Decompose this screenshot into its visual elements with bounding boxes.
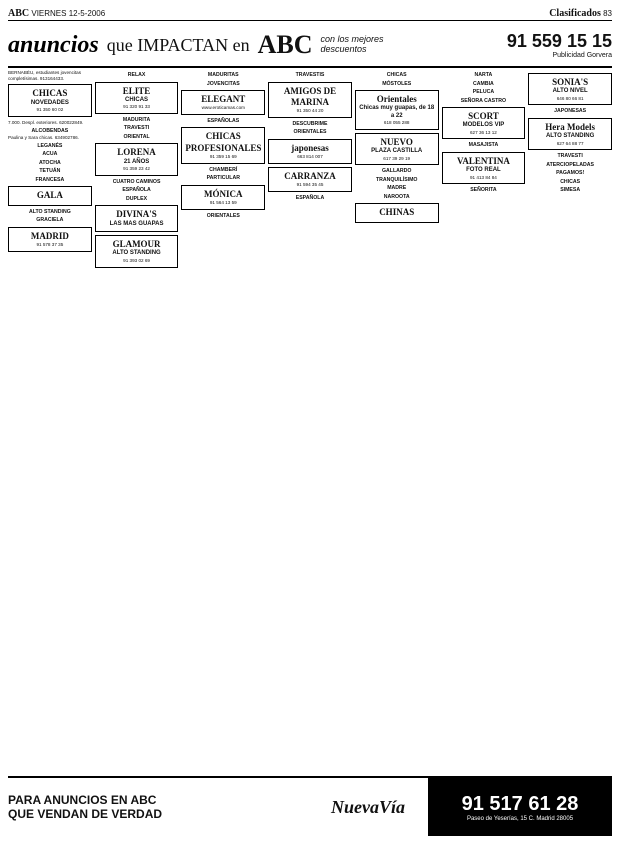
bottom-slogan (8, 793, 308, 822)
display-ad-mid: Chicas muy guapas, de 18 a 22 (359, 105, 435, 119)
display-ad-small: 627 36 13 12 (470, 129, 497, 135)
display-ad-big: CHICAS PROFESIONALES (185, 131, 262, 153)
section-heading: SEÑORITA (470, 187, 497, 194)
display-ad-box (8, 227, 92, 252)
section-heading: TRAVESTIS (295, 72, 325, 78)
section-heading: MADRE (387, 185, 407, 192)
section-heading: ESPAÑOLA (122, 187, 151, 194)
display-ad-small: 91 594 35 45 (296, 181, 324, 187)
display-ad-box (95, 143, 179, 175)
masthead-phone: 91 559 15 15 (506, 31, 612, 51)
display-ad-box (528, 118, 612, 150)
display-ad-box (181, 185, 265, 210)
section-heading: NAROOTA (383, 193, 410, 200)
display-ad-big: DIVINA'S (116, 209, 157, 220)
bottom-phone: 91 517 61 28 (461, 792, 579, 815)
display-ad-small: 91 564 13 59 (209, 199, 237, 205)
display-ad-box (528, 73, 612, 105)
section-heading: ESPAÑOLAS (207, 117, 240, 124)
display-ad-box (8, 84, 92, 116)
display-ad-big: SCORT (468, 111, 499, 121)
column-4 (268, 70, 352, 770)
display-ad-small: 91 350 44 20 (296, 108, 324, 113)
display-ad-small: 646 80 66 81 (556, 95, 584, 101)
display-ad-box (181, 127, 265, 163)
section-heading: ATERCIOPELADAS (546, 161, 595, 168)
section-heading: ALCOBENDAS (31, 127, 69, 134)
section-heading: CHAMBERÍ (209, 166, 238, 173)
display-ad-mid: MODELOS VIP (462, 122, 505, 129)
section-heading: MÓSTOLES (382, 80, 412, 87)
section-heading: CUATRO CAMINOS (112, 178, 161, 185)
classified-columns (8, 70, 612, 770)
display-ad-box (95, 235, 179, 267)
display-ad-small: 91 320 91 33 (123, 104, 150, 110)
section-heading: ATOCHA (38, 159, 61, 166)
section-heading: ORIENTALES (206, 212, 240, 219)
display-ad-big: CHICAS (32, 88, 68, 99)
column-7 (528, 70, 612, 770)
display-ad-big: GLAMOUR (112, 239, 161, 250)
section-heading: ACUA (42, 151, 58, 158)
bottom-line2: QUE VENDAN DE VERDAD (8, 807, 163, 821)
display-ad-big: japonesas (291, 142, 329, 153)
section-heading: MASAJISTA (468, 142, 499, 149)
display-ad-big: ELITE (122, 85, 151, 96)
section-heading: TRANQUILÍSIMO (375, 176, 418, 183)
bottom-brand: NuevaVía (331, 796, 405, 817)
masthead-phone-sub: Publicidad Gorvera (552, 52, 612, 59)
section-heading: ORIENTALES (293, 129, 327, 136)
classified-ad: 7.000. Despl. exteriores. 620022849. (8, 119, 84, 125)
display-ad-box (355, 203, 439, 222)
section-heading: PAGAMOS! (556, 170, 585, 177)
section-heading: PARTICULAR (206, 175, 240, 182)
section-heading: DESCUBRIME (292, 120, 328, 127)
display-ad-box (8, 186, 92, 205)
section-heading: MADURITA (122, 116, 151, 123)
display-ad-small: 91 350 60 02 (36, 107, 64, 113)
display-ad-big: CHINAS (379, 207, 415, 218)
masthead-phone-block (507, 31, 612, 59)
display-ad-big: SONIA'S (552, 77, 589, 87)
column-2 (95, 70, 179, 770)
section-heading: MADURITAS (207, 72, 239, 78)
masthead-impactan: que IMPACTAN en (106, 34, 250, 55)
display-ad-big: Hera Models (545, 121, 596, 132)
display-ad-big: CARRANZA (284, 170, 336, 181)
section-heading: RELAX (127, 72, 146, 78)
display-ad-mid: LAS MAS GUAPAS (109, 220, 164, 227)
masthead-abc: ABC (257, 30, 313, 59)
section-heading: JOVENCITAS (206, 80, 240, 87)
section-heading: CAMBIA (473, 80, 494, 87)
section-heading: TETUÁN (39, 168, 61, 175)
column-6 (442, 70, 526, 770)
display-ad-small: 663 814 007 (297, 153, 323, 159)
display-ad-box (355, 90, 439, 130)
section-heading: SEÑORA CASTRO (460, 97, 507, 104)
display-ad-mid: ALTO NIVEL (552, 88, 588, 95)
display-ad-box (181, 90, 265, 115)
display-ad-box (95, 82, 179, 114)
section-heading: FRANCESA (35, 176, 65, 183)
display-ad-mid: 21 AÑOS (123, 158, 150, 165)
display-ad-big: Orientales (376, 94, 417, 104)
masthead-mejores: con los mejores descuentos (320, 34, 384, 54)
header-left: ABC VIERNES 12-5-2006 (8, 7, 106, 19)
display-ad-mid: ALTO STANDING (112, 250, 161, 257)
display-ad-big: MÓNICA (204, 188, 243, 199)
display-ad-box (442, 152, 526, 184)
page-header (8, 6, 612, 21)
section-heading: GRACIELA (36, 217, 64, 224)
section-heading: NARTA (474, 72, 493, 78)
masthead-banner (8, 24, 612, 68)
display-ad-big: ELEGANT (201, 94, 246, 104)
section-heading: DUPLEX (126, 195, 148, 202)
display-ad-big: MADRID (30, 230, 69, 241)
section-heading: PELUCA (472, 89, 495, 95)
section-heading: CHICAS (386, 72, 407, 78)
display-ad-mid: ALTO STANDING (545, 133, 595, 140)
display-ad-box (268, 139, 352, 164)
section-heading: ESPAÑOLA (295, 194, 325, 201)
display-ad-small: 618 055 288 (383, 120, 410, 126)
display-ad-box (268, 167, 352, 192)
display-ad-box (95, 205, 179, 232)
classified-ad: BERNABÉU, estudiantes jovencitas completísimas. 913164433. (8, 70, 82, 81)
display-ad-small: 627 64 88 77 (556, 140, 584, 146)
classified-ad: Paulina y Sara chicas. 634902786. (8, 135, 79, 141)
section-heading: TRAVESTI (557, 153, 583, 160)
display-ad-mid: NOVEDADES (30, 99, 69, 106)
display-ad-mid: CHICAS (125, 96, 149, 103)
header-right: Clasificados 83 (549, 7, 612, 19)
display-ad-small: 91 359 23 42 (123, 166, 150, 172)
section-heading: ALTO STANDING (28, 208, 71, 215)
section-heading: TRAVESTI (123, 125, 150, 132)
display-ad-small: 91 393 02 69 (123, 257, 150, 263)
display-ad-big: VALENTINA (456, 155, 510, 166)
display-ad-big: NUEVO (380, 136, 413, 147)
section-heading: JAPONESAS (554, 108, 587, 115)
bottom-address: Paseo de Yeserías, 15 C. Madrid 28005 (466, 815, 574, 822)
display-ad-box (442, 107, 526, 139)
column-5 (355, 70, 439, 770)
display-ad-mid: FOTO REAL (466, 167, 501, 174)
section-heading: GALLARDO (382, 168, 412, 175)
display-ad-big: LORENA (117, 147, 156, 158)
section-heading: SIMESA (560, 187, 581, 194)
masthead-anuncios: anuncios (8, 31, 99, 58)
display-ad-small: www.eroticamas.com (201, 105, 245, 111)
bottom-phone-block (428, 778, 612, 836)
display-ad-small: 91 578 37 35 (36, 241, 64, 247)
display-ad-small: 617 39 29 19 (383, 155, 411, 161)
display-ad-big: AMIGOS DE MARINA (283, 85, 337, 107)
display-ad-box (268, 82, 352, 118)
column-1 (8, 70, 92, 770)
display-ad-box (355, 133, 439, 165)
section-heading: ORIENTAL (123, 133, 150, 140)
display-ad-small: 91 413 84 84 (470, 174, 497, 180)
column-3 (181, 70, 265, 770)
bottom-banner (8, 776, 612, 836)
bottom-line1: PARA ANUNCIOS EN ABC (8, 792, 157, 807)
section-heading: CHICAS (560, 178, 581, 185)
display-ad-big: GALA (36, 190, 63, 201)
display-ad-mid: PLAZA CASTILLA (371, 148, 423, 155)
display-ad-small: 91 359 15 69 (209, 153, 237, 159)
section-heading: LEGANÉS (37, 142, 63, 149)
